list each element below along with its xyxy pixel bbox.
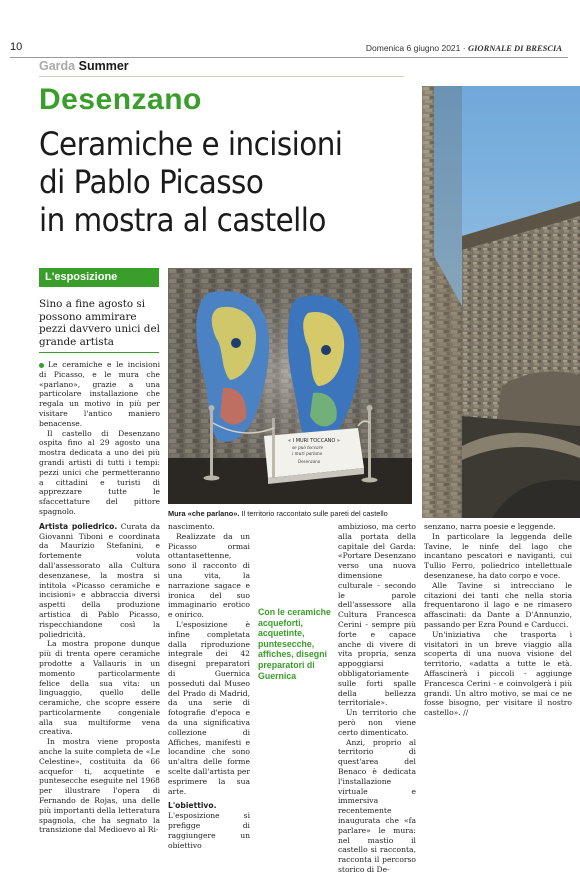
article-column-1 xyxy=(39,360,160,835)
col2-p4-subhead: L'obiettivo. xyxy=(168,801,217,811)
castle-courtyard-photo xyxy=(422,86,580,518)
article-column-4 xyxy=(424,522,572,718)
col3-p3: Anzi, proprio al territorio di quest'area del Benaco è dedicata l'installazione virtuale e immersiva recentemente inaugurata che «fa parlare» le mura: nel mastio il castello si racconta, racconta il percorso storico di De- xyxy=(338,737,416,874)
col1-lead: Le ceramiche e le incisioni di Picasso, e le mura che «parlano», grazie a una particolare installazione che regala un motivo in più per visitare l'antico maniero benacense. xyxy=(39,360,160,428)
col2-p4: L'esposizione si prefigge di raggiungere un obiettivo xyxy=(168,811,250,850)
header-rule xyxy=(10,57,568,58)
page-number: 10 xyxy=(10,41,23,53)
section-label xyxy=(39,59,129,73)
section-part1: Garda xyxy=(39,59,76,73)
caption-bold: Mura «che parlano». xyxy=(168,509,240,518)
box-label: L'esposizione xyxy=(39,268,159,287)
dot-separator: · xyxy=(462,43,466,53)
article-column-3 xyxy=(338,522,416,875)
col4-p2: In particolare la leggenda delle Tavine, le ninfe del lago che incantano pescatori e naviganti, cui Tullio Ferro, poliedrico intellettuale desenzanese, ha dato corpo e voce. xyxy=(424,531,572,580)
pull-quote: Con le ceramiche acqueforti, acquetinte, puntesecche, affiches, disegni preparatori di Guernica xyxy=(258,607,331,681)
newspaper-name: GIORNALE DI BRESCIA xyxy=(467,43,562,53)
plaque-text-4: Desenzano xyxy=(298,459,321,464)
section-part2: Summer xyxy=(78,59,129,73)
plaque-text-2: se può toccare xyxy=(292,445,324,450)
col3-p2: Un territorio che però non viene certo dimenticato. xyxy=(338,708,416,737)
article-column-2 xyxy=(168,522,250,850)
lead-bullet-icon xyxy=(39,363,44,368)
col2-p2: Realizzate da un Picasso ormai ottantasettenne, sono il racconto di una vita, la narrazione sagace e ironica del suo immaginario erotico e onirico. xyxy=(168,531,250,620)
col4-p4: Un'iniziativa che trasporta i visitatori in un breve viaggio alla scoperta di una nuova visione del territorio, «adatta a tutte le età. Affascinerà i piccoli - aggiunge Francesca Cerini - e coinvolgerà i più grandi. Un altro motivo, se mai ce ne fosse bisogno, per visitare il nostro castello». // xyxy=(424,629,572,718)
col1-p4: La mostra propone dunque più di trenta opere ceramiche prodotte a Vallauris in un momento particolarmente felice della sua vita: un linguaggio, quello delle ceramiche, che scopre essere particolarmente congeniale alla sua multiforme vena creativa. xyxy=(39,639,160,737)
col2-p3: L'esposizione è infine completata dalla riproduzione integrale dei 42 disegni preparatori di Guernica posseduti dal Museo del Prado di Madrid, da una serie di fotografie d'epoca e da una significativa collezione di Affiches, manifesti e locandine che sono un'altra delle forme scelte dall'artista per esprimere la sua arte. xyxy=(168,619,250,796)
col1-p3-subhead: Artista poliedrico. xyxy=(39,521,118,531)
subdeck-rule xyxy=(39,352,159,353)
headline xyxy=(39,125,389,239)
kicker: Desenzano xyxy=(39,83,202,116)
section-rule xyxy=(39,76,404,77)
photo-caption xyxy=(168,509,418,518)
header-dateline xyxy=(366,43,562,53)
date: Domenica 6 giugno 2021 xyxy=(365,43,461,53)
col2-p1: nascimento. xyxy=(168,522,215,531)
col4-p3: Alle Tavine si intrecciano le citazioni dei tanti che nella storia frequentarono il lago e ne rimasero affascinati: da Dante a D'Annunzio, passando per Ezra Pound e Carducci. xyxy=(424,580,572,629)
subdeck: Sino a fine agosto si possono ammirare pezzi davvero unici del grande artista xyxy=(39,298,160,348)
col3-p1: ambizioso, ma certo alla portata della capitale del Garda: «Portare Desenzano verso una nuova dimensione culturale - secondo le parole dell'assessore alla Cultura Francesca Cerini - sempre più forte e capace anche di vivere di vita propria, senza appoggiarsi obbligatoriamente sulle forti spalle della bellezza territoriale». xyxy=(338,522,416,708)
caption-text: Il territorio raccontato sulle pareti del castello xyxy=(239,509,388,518)
plaque-text-3: i muri parlano xyxy=(292,451,323,456)
headline-line-2: di Pablo Picasso xyxy=(39,163,264,201)
col1-p2: Il castello di Desenzano ospita fino al 29 agosto una mostra dedicata a uno dei più grandi artisti di tutti i tempi: pezzi unici che permetteranno a cittadini e turisti di apprezzare tutte le sfaccettature del pittore spagnolo. xyxy=(39,428,160,516)
headline-line-1: Ceramiche e incisioni xyxy=(39,125,343,163)
exhibition-photo xyxy=(168,268,412,504)
headline-line-3: in mostra al castello xyxy=(39,201,326,239)
col4-p1: senzano, narra poesie e leggende. xyxy=(424,522,556,531)
col1-p5: In mostra viene proposta anche la suite completa de «Le Celestine», costituita da 66 acquefor ti, acquetinte e puntesecche eseguite nel 1968 per illustrare l'opera di Fernando de Rojas, una delle più importanti della letteratura spagnola, che ha segnato la transizione dal Medioevo al Ri- xyxy=(39,737,160,835)
col1-p3: Curata da Giovanni Tiboni e coordinata da Maurizio Stefanini, e fortemente voluta dall'assessorato alla Cultura desenzanese, la mostra si intitola «Picasso ceramiche e incisioni» e abbraccia diversi aspetti della produzione artistica di Pablo Picasso, rispecchiandone così la poliedricità. xyxy=(39,521,161,639)
plaque-text-1: « I MURI TOCCANO » xyxy=(288,438,340,444)
